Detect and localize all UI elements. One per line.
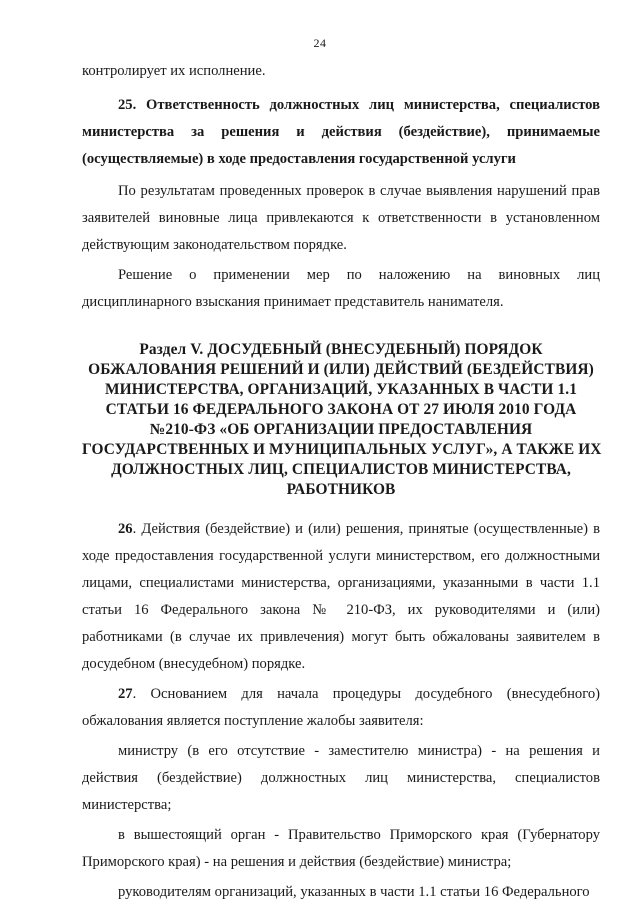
section-title-line: №210-ФЗ «ОБ ОРГАНИЗАЦИИ ПРЕДОСТАВЛЕНИЯ [149, 421, 533, 438]
clause-26-paragraph [82, 516, 600, 678]
clause-26-text: . Действия (бездействие) и (или) решения, принятые (осуществленные) в ходе предоставления государственной услуги министерством, его должностными лицами, специалистами министерства, организациями, указанными в части 1.1 статьи 16 Федерального закона № 210-ФЗ, их руководителями и (или) работниками (в случае их привлечения) могут быть обжалованы заявителем в досудебном (внесудебном) порядке. [82, 521, 600, 672]
document-body [82, 58, 600, 906]
clause-27-number: 27 [118, 686, 133, 702]
clause-25-heading: 25. Ответственность должностных лиц министерства, специалистов министерства за решения и действия (бездействие), принимаемые (осуществляемые) в ходе предоставления государственной услуги [82, 97, 600, 167]
section-title-line: ГОСУДАРСТВЕННЫХ И МУНИЦИПАЛЬНЫХ УСЛУГ», А ТАКЖЕ ИХ [82, 441, 602, 458]
intro-tail-paragraph: контролирует их исполнение. [82, 63, 266, 79]
clause-26-number: 26 [118, 521, 133, 537]
clause-27-item-3: руководителям организаций, указанных в части 1.1 статьи 16 Федерального [118, 884, 590, 900]
page-number: 24 [313, 36, 327, 50]
clause-27-item-1: министру (в его отсутствие - заместителю министра) - на решения и действия (бездействие) должностных лиц министерства, специалистов министерства; [82, 743, 600, 813]
clause-25-paragraph-1: По результатам проведенных проверок в случае выявления нарушений прав заявителей виновные лица привлекаются к ответственности в установленном действующим законодательством порядке. [82, 183, 600, 253]
section-title-line: ОБЖАЛОВАНИЯ РЕШЕНИЙ И (ИЛИ) ДЕЙСТВИЙ (БЕЗДЕЙСТВИЯ) [88, 361, 594, 378]
clause-25-paragraph-2: Решение о применении мер по наложению на виновных лиц дисциплинарного взыскания принимает представитель нанимателя. [82, 267, 600, 310]
section-v-title [82, 340, 600, 500]
clause-27-text: . Основанием для начала процедуры досудебного (внесудебного) обжалования является поступление жалобы заявителя: [82, 686, 600, 729]
section-title-line: ДОЛЖНОСТНЫХ ЛИЦ, СПЕЦИАЛИСТОВ МИНИСТЕРСТВА, [111, 461, 571, 478]
section-title-line: Раздел V. ДОСУДЕБНЫЙ (ВНЕСУДЕБНЫЙ) ПОРЯДОК [139, 341, 543, 358]
section-title-line: МИНИСТЕРСТВА, ОРГАНИЗАЦИЙ, УКАЗАННЫХ В ЧАСТИ 1.1 [105, 381, 577, 398]
clause-27-item-2: в вышестоящий орган - Правительство Приморского края (Губернатору Приморского края) - на решения и действия (бездействие) министра; [82, 827, 600, 870]
clause-27-paragraph [82, 681, 600, 735]
section-title-line: РАБОТНИКОВ [286, 481, 396, 498]
section-title-line: СТАТЬИ 16 ФЕДЕРАЛЬНОГО ЗАКОНА ОТ 27 ИЮЛЯ 2010 ГОДА [105, 401, 577, 418]
